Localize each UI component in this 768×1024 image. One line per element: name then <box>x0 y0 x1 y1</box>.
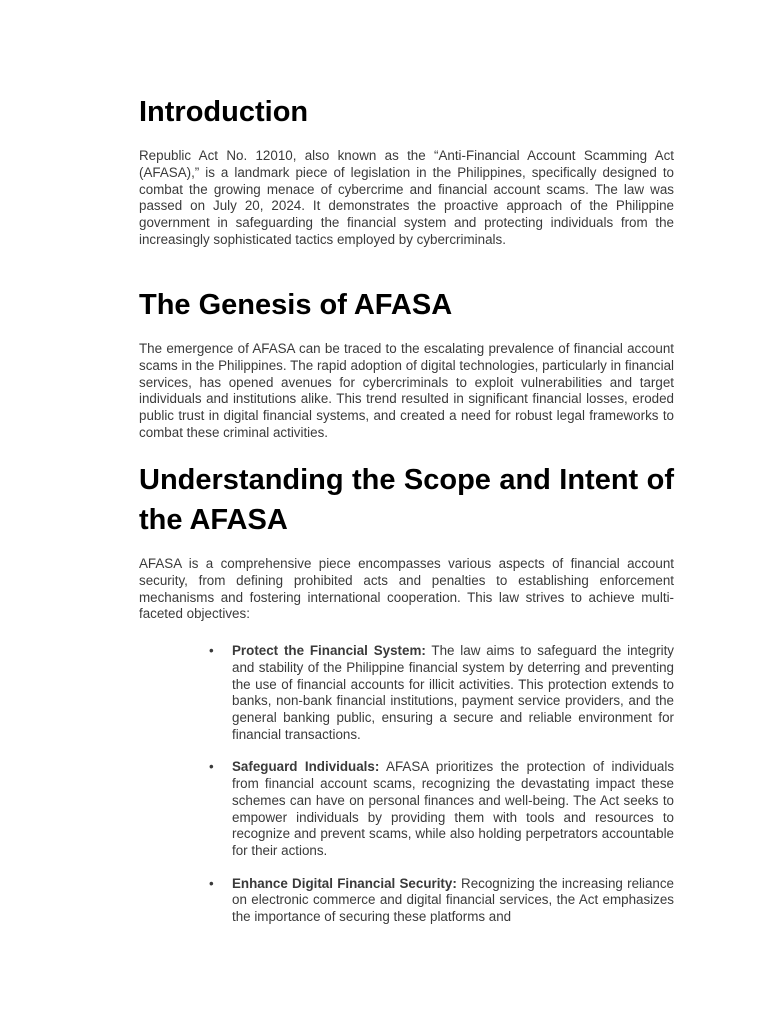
bullet-icon: • <box>209 759 214 775</box>
objective-text: The law aims to safeguard the integrity and stability of the Philippine financial system by deterring and preventing the use of financial accounts for illicit activities. This protection extends to banks, non-bank financial institutions, payment service providers, and the general banking public, ensuring a secure and reliable environment for financial transactions. <box>232 643 674 742</box>
bullet-icon: • <box>209 643 214 658</box>
objective-title: Safeguard Individuals: <box>232 759 380 775</box>
objective-title: Enhance Digital Financial Security: <box>232 875 457 891</box>
objective-title: Protect the Financial System: <box>232 643 426 658</box>
objectives-list <box>209 643 675 941</box>
objective-text: AFASA prioritizes the protection of individuals from financial account scams, recognizing the devastating impact these schemes can have on personal finances and well-being. The Act seeks to empower individuals by providing them with tools and resources to recognize and prevent scams, while also holding perpetrators accountable for their actions. <box>232 759 675 859</box>
list-item <box>209 759 675 860</box>
objective-text: Recognizing the increasing reliance on electronic commerce and digital financial services, the Act emphasizes the importance of securing these platforms and <box>232 875 674 925</box>
heading-genesis: The Genesis of AFASA <box>139 289 453 321</box>
list-item <box>209 643 674 744</box>
heading-scope-intent: Understanding the Scope and Intent of the AFASA <box>139 464 674 536</box>
bullet-icon: • <box>209 875 214 891</box>
heading-introduction: Introduction <box>139 96 309 128</box>
list-item <box>209 875 674 926</box>
paragraph-introduction: Republic Act No. 12010, also known as the “Anti-Financial Account Scamming Act (AFASA),” is a landmark piece of legislation in the Philippines, specifically designed to combat the growing menace of cybercrime and financial account scams. The law was passed on July 20, 2024. It demonstrates the proactive approach of the Philippine government in safeguarding the financial system and protecting individuals from the increasingly sophisticated tactics employed by cybercriminals. <box>139 148 674 247</box>
paragraph-scope-intent: AFASA is a comprehensive piece encompasses various aspects of financial account security, from defining prohibited acts and penalties to establishing enforcement mechanisms and fostering international cooperation. This law strives to achieve multi-faceted objectives: <box>139 556 674 622</box>
paragraph-genesis: The emergence of AFASA can be traced to the escalating prevalence of financial account scams in the Philippines. The rapid adoption of digital technologies, particularly in financial services, has opened avenues for cybercriminals to exploit vulnerabilities and target individuals and institutions alike. This trend resulted in significant financial losses, eroded public trust in digital financial systems, and created a need for robust legal frameworks to combat these criminal activities. <box>139 341 674 440</box>
